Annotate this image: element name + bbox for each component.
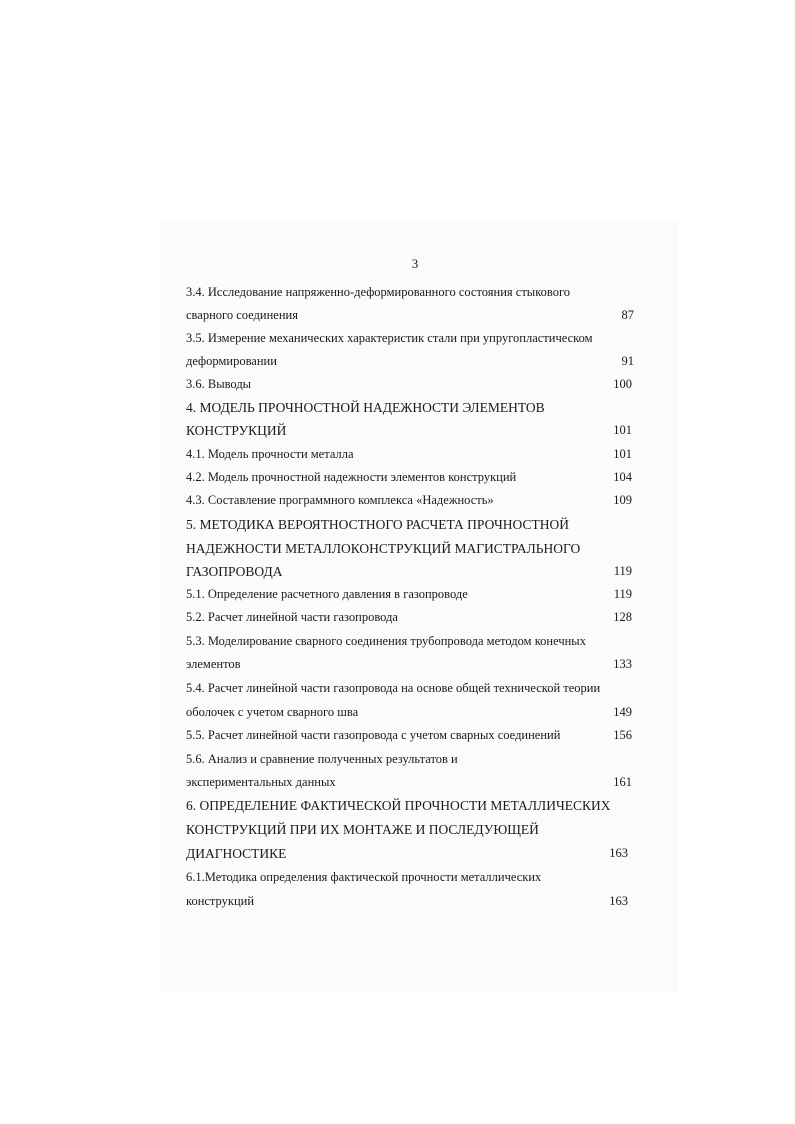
- toc-page: 109: [613, 493, 632, 507]
- toc-line: [186, 728, 634, 743]
- toc-page: 91: [621, 354, 634, 368]
- toc-text: 4.1. Модель прочности металла: [186, 447, 354, 461]
- toc-page: 163: [609, 894, 628, 908]
- toc-page: 104: [613, 470, 632, 484]
- toc-page: 101: [613, 423, 632, 437]
- toc-text: 6. ОПРЕДЕЛЕНИЕ ФАКТИЧЕСКОЙ ПРОЧНОСТИ МЕТАЛЛИЧЕСКИХ: [186, 798, 611, 813]
- toc-line: [186, 285, 634, 300]
- toc-line: [186, 798, 634, 814]
- toc-text: 3.5. Измерение механических характеристик стали при упругопластическом: [186, 331, 593, 345]
- toc-page: 149: [613, 705, 632, 719]
- toc-text: 4. МОДЕЛЬ ПРОЧНОСТНОЙ НАДЕЖНОСТИ ЭЛЕМЕНТОВ: [186, 400, 545, 415]
- toc-line: [186, 308, 634, 323]
- toc-text: КОНСТРУКЦИЙ ПРИ ИХ МОНТАЖЕ И ПОСЛЕДУЮЩЕЙ: [186, 822, 539, 837]
- toc-page: 87: [621, 308, 634, 322]
- toc-line: [186, 377, 634, 392]
- toc-line: [186, 541, 634, 557]
- toc-text: 5.1. Определение расчетного давления в газопроводе: [186, 587, 468, 601]
- toc-text: 5.3. Моделирование сварного соединения трубопровода методом конечных: [186, 634, 586, 648]
- toc-page: 133: [613, 657, 632, 671]
- toc-line: [186, 775, 634, 790]
- toc-line: [186, 846, 634, 862]
- toc-text: конструкций: [186, 894, 255, 908]
- toc-line: [186, 564, 634, 580]
- toc-text: 4.2. Модель прочностной надежности элементов конструкций: [186, 470, 517, 484]
- toc-line: [186, 752, 634, 767]
- toc-line: [186, 470, 634, 485]
- toc-text: 5.4. Расчет линейной части газопровода на основе общей технической теории: [186, 681, 601, 695]
- toc-text: 3.4. Исследование напряженно-деформированного состояния стыкового: [186, 285, 571, 299]
- toc-line: [186, 894, 634, 909]
- toc-line: [186, 634, 634, 649]
- toc-text: ГАЗОПРОВОДА: [186, 564, 283, 579]
- page-number: 3: [411, 256, 419, 271]
- toc-line: [186, 331, 634, 346]
- toc-text: 5. МЕТОДИКА ВЕРОЯТНОСТНОГО РАСЧЕТА ПРОЧНОСТНОЙ: [186, 517, 569, 532]
- toc-line: [186, 587, 634, 602]
- toc-line: [186, 354, 634, 369]
- toc-page: 163: [609, 846, 628, 860]
- toc-line: [186, 400, 634, 416]
- toc-text: 5.2. Расчет линейной части газопровода: [186, 610, 398, 624]
- toc-text: 6.1.Методика определения фактической прочности металлических: [186, 870, 542, 884]
- toc-line: [186, 517, 634, 533]
- toc-line: [186, 423, 634, 439]
- toc-page: 101: [613, 447, 632, 461]
- toc-page: 161: [613, 775, 632, 789]
- toc-text: 4.3. Составление программного комплекса «Надежность»: [186, 493, 494, 507]
- toc-line: [186, 870, 634, 885]
- toc-text: 5.6. Анализ и сравнение полученных результатов и: [186, 752, 458, 766]
- toc-line: [186, 657, 634, 672]
- toc-text: оболочек с учетом сварного шва: [186, 705, 359, 719]
- toc-line: [186, 681, 634, 696]
- toc-page: 156: [613, 728, 632, 742]
- toc-page: 128: [613, 610, 632, 624]
- toc-text: элементов: [186, 657, 241, 671]
- toc-text: деформировании: [186, 354, 277, 368]
- toc-line: [186, 610, 634, 625]
- toc-page: 119: [613, 564, 632, 578]
- toc-line: [186, 822, 634, 838]
- toc-line: [186, 447, 634, 462]
- toc-text: экспериментальных данных: [186, 775, 336, 789]
- toc-line: [186, 705, 634, 720]
- toc-text: КОНСТРУКЦИЙ: [186, 423, 287, 438]
- toc-text: НАДЕЖНОСТИ МЕТАЛЛОКОНСТРУКЦИЙ МАГИСТРАЛЬНОГО: [186, 541, 581, 556]
- toc-text: сварного соединения: [186, 308, 298, 322]
- toc-text: 5.5. Расчет линейной части газопровода с учетом сварных соединений: [186, 728, 561, 742]
- toc-page: 100: [613, 377, 632, 391]
- toc-line: [186, 493, 634, 508]
- toc-page: 119: [613, 587, 632, 601]
- toc-text: ДИАГНОСТИКЕ: [186, 846, 287, 861]
- toc-text: 3.6. Выводы: [186, 377, 252, 391]
